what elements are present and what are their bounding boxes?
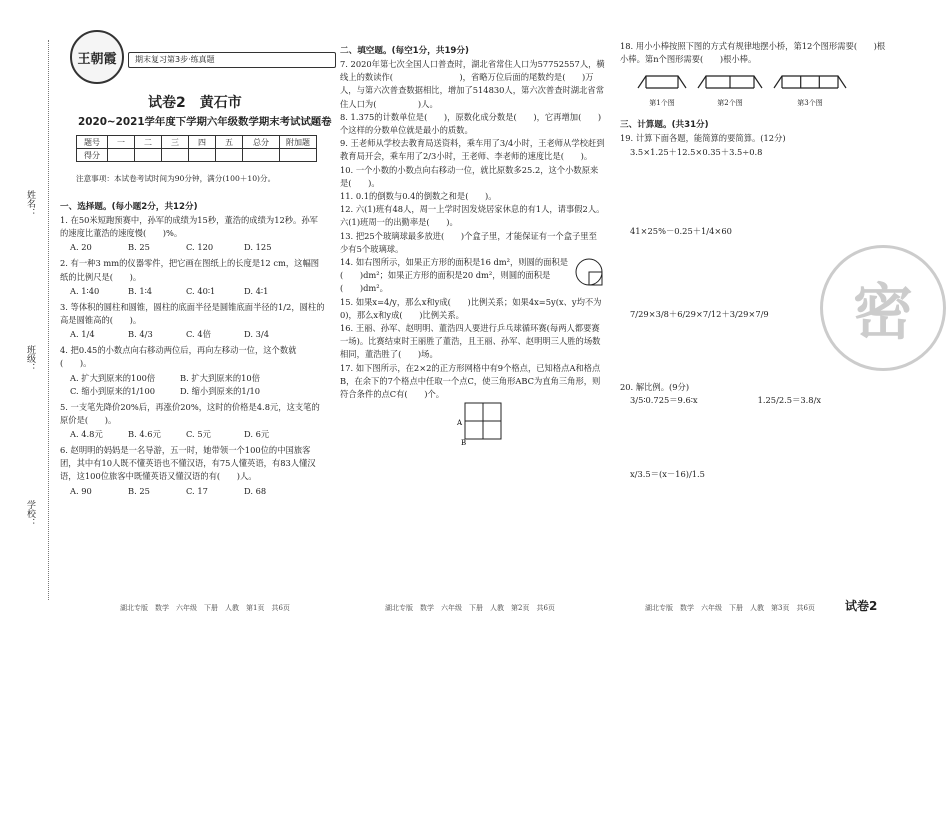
- question-9: 9. 王老师从学校去教育局送资料，乘车用了3/4小时，王老师从学校赶到教育局开会，乘车用了2/3小时，王老师、李老师的速度比是( )。: [340, 138, 605, 162]
- grid-label-b: B: [461, 439, 467, 448]
- calc-1: 3.5×1.25＋12.5×0.35＋3.5÷0.8: [630, 146, 763, 157]
- class-label: 班级：: [25, 345, 35, 372]
- section-2-title: 二、填空题。(每空1分，共19分): [340, 46, 469, 56]
- score-row-label: 得分: [77, 149, 108, 162]
- score-cell[interactable]: [162, 149, 189, 162]
- option[interactable]: A. 1∶40: [70, 285, 100, 296]
- option[interactable]: A. 1/4: [70, 329, 95, 340]
- score-cell[interactable]: [108, 149, 135, 162]
- question-2-options: [70, 285, 325, 298]
- footer-page-3: 湖北专版 数学 六年级 下册 人教 第3页 共6页: [645, 604, 815, 612]
- question-3: 3. 等体积的圆柱和圆锥，圆柱的底面半径是圆锥底面半径的1/2，圆柱的高是圆锥高的( )。: [60, 301, 325, 326]
- score-header-cell: 题号: [77, 136, 108, 149]
- grid-figure: [445, 401, 505, 448]
- score-cell[interactable]: [216, 149, 243, 162]
- option[interactable]: A. 90: [70, 485, 92, 496]
- circle-in-square-figure: [573, 256, 605, 288]
- question-15: 15. 如果x=4/y，那么x和y成( )比例关系；如果4x=5y(x、y均不为0)，那么x和y成( )比例关系。: [340, 296, 602, 320]
- calc-2: 41×25%－0.25＋1/4×60: [630, 225, 732, 236]
- option[interactable]: B. 4.6元: [128, 429, 161, 440]
- confidential-stamp: 密: [820, 245, 946, 371]
- option[interactable]: A. 20: [70, 242, 92, 253]
- question-17: 17. 如下图所示，在2×2的正方形网格中有9个格点，已知格点A和格点B，在余下的7个格点中任取一个点C，使三角形ABC为直角三角形，则符合条件的点C有( )个。: [340, 362, 601, 400]
- paper-title: 试卷2 黄石市: [148, 95, 242, 111]
- score-header-cell: 五: [216, 136, 243, 149]
- question-14: 14. 如右图所示，如果正方形的面积是16 dm²，则圆的面积是( )dm²；如果正方形的面积是20 dm²，则圆的面积是( )dm²。: [340, 257, 569, 294]
- option[interactable]: C. 5元: [186, 429, 211, 440]
- name-label: 姓名：: [25, 190, 35, 217]
- question-7: 7. 2020年第七次全国人口普查时，湖北省常住人口为57752557人，横线上的数读作( )，省略万位后面的尾数约是( )万人，与第六次普查数据相比，增加了514830人，第六次普查时湖北省常住人口为( )人。: [340, 59, 605, 109]
- option[interactable]: C. 17: [186, 485, 208, 496]
- review-step-label: 期末复习第3步·练真题: [128, 52, 336, 68]
- question-12: 12. 六(1)班有48人，周一上学时因发烧居家休息的有1人，请事假2人。六(1)班周一的出勤率是( )。: [340, 204, 605, 228]
- school-label: 学校：: [25, 500, 35, 527]
- score-cell[interactable]: [135, 149, 162, 162]
- option[interactable]: C. 缩小到原来的1/100: [70, 385, 156, 396]
- score-cell[interactable]: [243, 149, 280, 162]
- question-6: 6. 赵明明的妈妈是一名导游，五一时，她带领一个100位的中国旅客团，其中有10人既不懂英语也不懂汉语，有75人懂英语，有83人懂汉语，这100位旅客中既懂英语又懂汉语的有( )人。: [60, 445, 316, 482]
- option[interactable]: D. 68: [244, 485, 267, 496]
- option[interactable]: B. 扩大到原来的10倍: [180, 372, 261, 383]
- question-2: 2. 有一种3 mm的仪器零件，把它画在图纸上的长度是12 cm，这幅图纸的比例尺是( )。: [60, 258, 320, 282]
- question-13: 13. 把25个玻璃球最多放进( )个盒子里，才能保证有一个盒子里至少有5个玻璃球。: [340, 230, 597, 254]
- score-header-cell: 二: [135, 136, 162, 149]
- calc-3: 7/29×3/8＋6/29×7/12＋3/29×7/9: [630, 309, 769, 320]
- figure-caption: 第1个图: [649, 99, 675, 108]
- question-18: 18. 用小小棒按照下图的方式有规律地摆小桥，第12个图形需要( )根小棒。第n个图形需要( )根小棒。: [620, 41, 886, 65]
- option[interactable]: D. 4∶1: [244, 285, 269, 296]
- figure-caption: 第3个图: [797, 99, 823, 108]
- section-3-title: 三、计算题。(共31分): [620, 120, 709, 131]
- option[interactable]: D. 6元: [244, 429, 270, 440]
- binding-line: [48, 40, 49, 600]
- question-5: 5. 一支笔先降价20%后，再涨价20%，这时的价格是4.8元，这支笔的原价是( )。: [60, 401, 320, 425]
- exam-note: 注意事项：本试卷考试时间为90分钟，满分(100＋10)分。: [76, 174, 276, 183]
- option[interactable]: D. 缩小到原来的1/10: [180, 385, 261, 396]
- option[interactable]: D. 3/4: [244, 329, 269, 340]
- section-1-title: 一、选择题。(每小题2分，共12分): [60, 202, 198, 212]
- score-header-cell: 一: [108, 136, 135, 149]
- matchstick-figures: [634, 72, 890, 108]
- column-2: [340, 40, 605, 677]
- brand-badge: 王朝霞: [70, 30, 124, 84]
- option[interactable]: C. 40∶1: [186, 285, 216, 296]
- figure-caption: 第2个图: [717, 99, 743, 108]
- score-table: [76, 135, 317, 162]
- option[interactable]: B. 1∶4: [128, 285, 153, 296]
- footer-page-2: 湖北专版 数学 六年级 下册 人教 第2页 共6页: [385, 604, 555, 612]
- column-1: [60, 196, 325, 833]
- option[interactable]: C. 120: [186, 242, 214, 253]
- option[interactable]: C. 4倍: [186, 329, 211, 340]
- question-8: 8. 1.375的计数单位是( )，原数化成分数是( )，它再增加( )个这样的分数单位就是最小的质数。: [340, 111, 602, 136]
- score-header-cell: 三: [162, 136, 189, 149]
- option[interactable]: B. 25: [128, 242, 150, 253]
- option[interactable]: B. 25: [128, 485, 150, 496]
- proportion-3: x/3.5＝(x－16)/1.5: [630, 468, 705, 479]
- question-20: 20. 解比例。(9分): [620, 382, 690, 393]
- footer-page-1: 湖北专版 数学 六年级 下册 人教 第1页 共6页: [120, 604, 290, 612]
- proportion-2: 1.25/2.5＝3.8/x: [757, 395, 822, 406]
- question-11: 11. 0.1的倒数与0.4的倒数之和是( )。: [340, 191, 497, 202]
- score-header-cell: 附加题: [280, 136, 317, 149]
- paper-subtitle: 2020~2021学年度下学期六年级数学期末考试试题卷: [78, 116, 332, 128]
- question-16: 16. 王丽、孙军、赵明明、董浩四人要进行乒乓球循环赛(每两人都要赛一场)。比赛结束时王丽胜了董浩，且王丽、孙军、赵明明三人胜的场数相同，董浩胜了( )场。: [340, 323, 601, 360]
- score-header-cell: 四: [189, 136, 216, 149]
- question-4: 4. 把0.45的小数点向右移动两位后，再向左移动一位，这个数就( )。: [60, 345, 297, 369]
- bridge-figure-2: [694, 72, 766, 94]
- question-5-options: [70, 428, 325, 441]
- bridge-figure-1: [634, 72, 690, 94]
- option[interactable]: D. 125: [244, 242, 272, 253]
- question-19: 19. 计算下面各题，能简算的要简算。(12分): [620, 133, 786, 144]
- question-6-options: [70, 485, 325, 498]
- question-10: 10. 一个小数的小数点向右移动一位，就比原数多25.2，这个小数原来是( )。: [340, 164, 599, 188]
- paper-corner-tag: 试卷2: [845, 599, 878, 613]
- score-cell[interactable]: [189, 149, 216, 162]
- question-1: 1. 在50米短跑预赛中，孙军的成绩为15秒，董浩的成绩为12秒。孙军的速度比董浩的速度慢( )%。: [60, 215, 318, 239]
- option[interactable]: A. 扩大到原来的100倍: [70, 372, 156, 383]
- option[interactable]: B. 4/3: [128, 329, 153, 340]
- score-header-cell: 总分: [243, 136, 280, 149]
- proportion-1: 3/5∶0.725＝9.6∶x: [630, 395, 698, 406]
- question-1-options: [70, 241, 325, 254]
- score-cell[interactable]: [280, 149, 317, 162]
- grid-label-a: A: [457, 419, 463, 428]
- bridge-figure-3: [770, 72, 850, 94]
- question-4-options: [70, 372, 325, 398]
- option[interactable]: A. 4.8元: [70, 429, 103, 440]
- question-3-options: [70, 328, 325, 341]
